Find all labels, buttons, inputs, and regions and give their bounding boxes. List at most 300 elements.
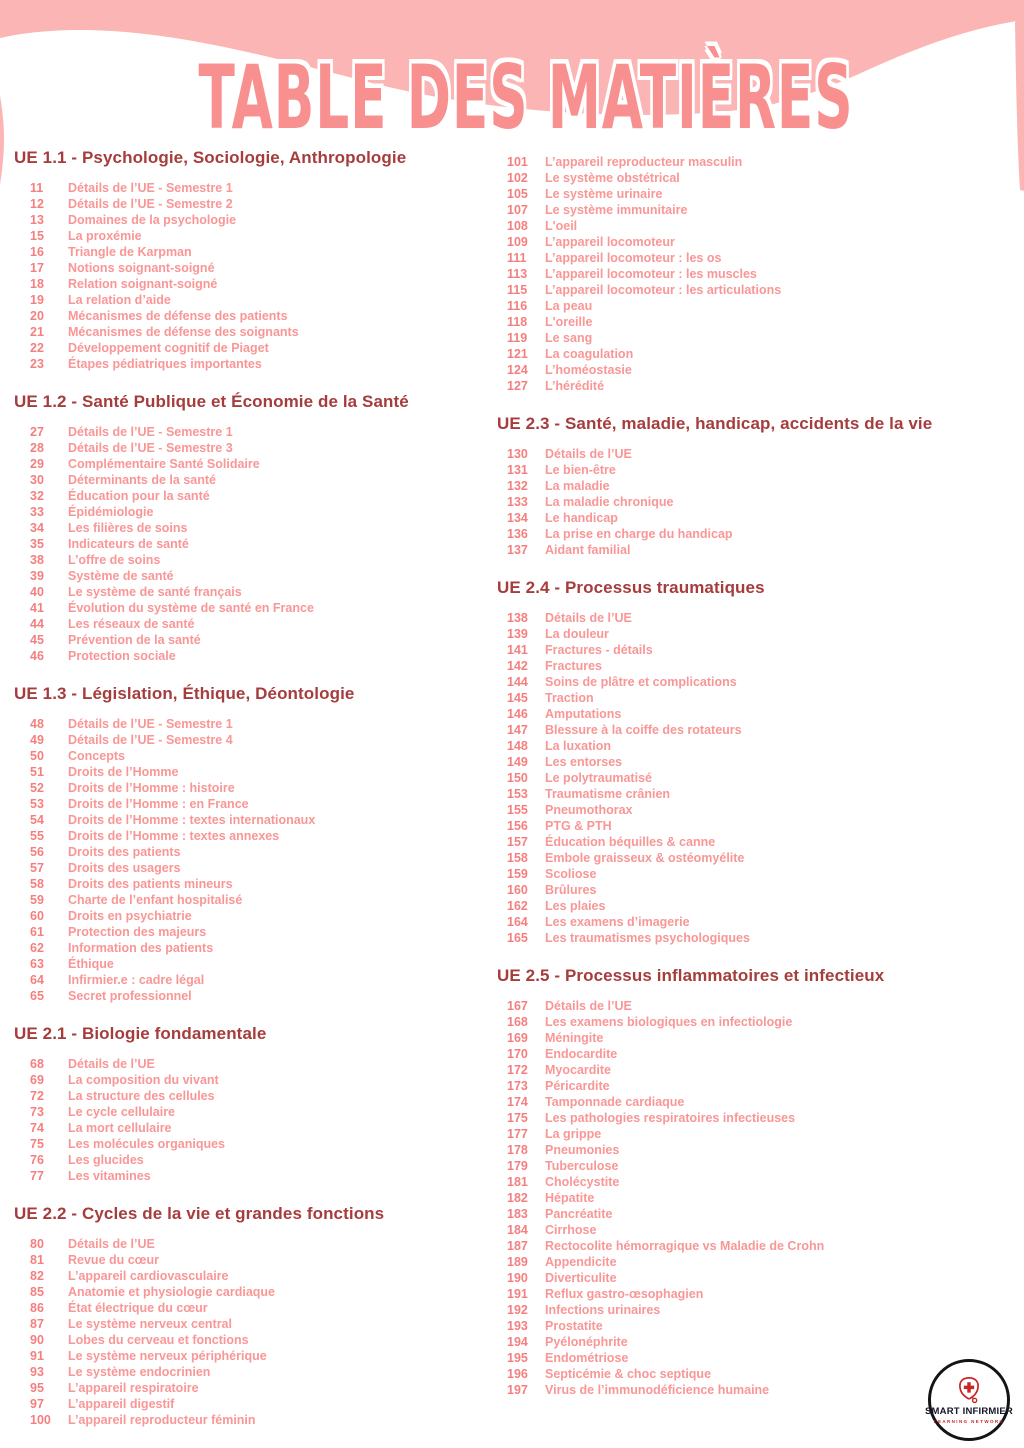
toc-entry[interactable] — [507, 462, 1019, 478]
entry-title: Les réseaux de santé — [68, 617, 195, 631]
toc-entry[interactable] — [30, 648, 486, 664]
toc-entry[interactable] — [30, 212, 486, 228]
toc-entry[interactable] — [507, 642, 1019, 658]
toc-entry[interactable] — [507, 770, 1019, 786]
toc-entry[interactable] — [30, 1152, 486, 1168]
entry-title: Scoliose — [545, 867, 597, 881]
entry-title: L’appareil reproducteur féminin — [68, 1413, 256, 1427]
entry-title: Les examens d’imagerie — [545, 915, 690, 929]
entry-title: Détails de l’UE - Semestre 4 — [68, 733, 233, 747]
entry-title: Le système urinaire — [545, 187, 663, 201]
entry-page-number: 85 — [30, 1285, 44, 1299]
toc-entry[interactable] — [30, 1104, 486, 1120]
toc-entry[interactable] — [30, 488, 486, 504]
toc-entry[interactable] — [507, 1206, 1019, 1222]
entry-title: Infirmier.e : cadre légal — [68, 973, 205, 987]
entry-page-number: 63 — [30, 957, 44, 971]
entry-page-number: 45 — [30, 633, 44, 647]
toc-entry[interactable] — [507, 1334, 1019, 1350]
entry-page-number: 64 — [30, 973, 44, 987]
entry-page-number: 62 — [30, 941, 44, 955]
toc-entry[interactable] — [507, 850, 1019, 866]
entry-title: L'oeil — [545, 219, 578, 233]
entry-page-number: 39 — [30, 569, 44, 583]
toc-entry[interactable] — [30, 472, 486, 488]
entry-page-number: 86 — [30, 1301, 44, 1315]
entry-title: L'oreille — [545, 315, 593, 329]
toc-entry[interactable] — [507, 542, 1019, 558]
entry-title: Fractures - détails — [545, 643, 653, 657]
entry-page-number: 121 — [507, 347, 528, 361]
entry-title: Reflux gastro-œsophagien — [545, 1287, 704, 1301]
toc-entry[interactable] — [507, 738, 1019, 754]
entry-title: Méningite — [545, 1031, 604, 1045]
toc-entry[interactable] — [507, 1014, 1019, 1030]
entry-page-number: 183 — [507, 1207, 528, 1221]
toc-entry[interactable] — [30, 536, 486, 552]
toc-entry[interactable] — [507, 802, 1019, 818]
toc-entry[interactable] — [507, 834, 1019, 850]
entry-page-number: 54 — [30, 813, 44, 827]
entry-title: Les plaies — [545, 899, 606, 913]
toc-entry[interactable] — [507, 722, 1019, 738]
entry-page-number: 150 — [507, 771, 528, 785]
entry-title: Droits de l’Homme — [68, 765, 179, 779]
toc-entry[interactable] — [507, 282, 1019, 298]
toc-entry[interactable] — [507, 494, 1019, 510]
toc-entry[interactable] — [507, 1318, 1019, 1334]
toc-entry[interactable] — [30, 844, 486, 860]
brand-tagline: LEARNING NETWORK — [933, 1419, 1005, 1424]
entry-title: Le handicap — [545, 511, 618, 525]
toc-entry[interactable] — [507, 1238, 1019, 1254]
toc-entry[interactable] — [507, 866, 1019, 882]
entry-page-number: 174 — [507, 1095, 528, 1109]
entry-title: Le système nerveux périphérique — [68, 1349, 267, 1363]
toc-entry[interactable] — [507, 446, 1019, 462]
toc-entry[interactable] — [507, 378, 1019, 394]
toc-entry[interactable] — [507, 706, 1019, 722]
toc-entry[interactable] — [30, 616, 486, 632]
toc-entry[interactable] — [507, 298, 1019, 314]
toc-entry[interactable] — [507, 362, 1019, 378]
toc-entry[interactable] — [30, 876, 486, 892]
toc-entry[interactable] — [30, 1236, 486, 1252]
entry-title: Détails de l’UE - Semestre 3 — [68, 441, 233, 455]
entry-title: Le système obstétrical — [545, 171, 680, 185]
entry-page-number: 131 — [507, 463, 528, 477]
entry-title: Éducation béquilles & canne — [545, 835, 716, 849]
entry-page-number: 155 — [507, 803, 528, 817]
toc-entry[interactable] — [30, 260, 486, 276]
entry-page-number: 73 — [30, 1105, 44, 1119]
entry-page-number: 197 — [507, 1383, 528, 1397]
entry-page-number: 87 — [30, 1317, 44, 1331]
toc-entry[interactable] — [30, 924, 486, 940]
entry-page-number: 28 — [30, 441, 44, 455]
toc-entry[interactable] — [507, 1270, 1019, 1286]
toc-entry[interactable] — [30, 1072, 486, 1088]
entry-title: Le système de santé français — [68, 585, 242, 599]
toc-entry[interactable] — [30, 1380, 486, 1396]
toc-entry[interactable] — [30, 940, 486, 956]
entry-title: Pancréatite — [545, 1207, 613, 1221]
entry-page-number: 17 — [30, 261, 44, 275]
toc-entry[interactable] — [30, 732, 486, 748]
entry-title: Détails de l’UE — [545, 999, 632, 1013]
toc-entry[interactable] — [30, 1348, 486, 1364]
toc-entry[interactable] — [30, 1332, 486, 1348]
toc-entry[interactable] — [30, 504, 486, 520]
toc-entry[interactable] — [30, 748, 486, 764]
entry-title: Détails de l’UE - Semestre 2 — [68, 197, 233, 211]
entry-title: La structure des cellules — [68, 1089, 215, 1103]
toc-entry[interactable] — [30, 1252, 486, 1268]
entry-page-number: 146 — [507, 707, 528, 721]
entry-title: Endométriose — [545, 1351, 629, 1365]
toc-entry[interactable] — [30, 456, 486, 472]
entry-title: Diverticulite — [545, 1271, 617, 1285]
toc-entry[interactable] — [30, 356, 486, 372]
entry-page-number: 184 — [507, 1223, 528, 1237]
toc-entry[interactable] — [30, 812, 486, 828]
toc-entry[interactable] — [30, 860, 486, 876]
toc-entry[interactable] — [507, 1110, 1019, 1126]
entry-page-number: 21 — [30, 325, 44, 339]
entry-title: Pneumothorax — [545, 803, 633, 817]
toc-entry[interactable] — [507, 1174, 1019, 1190]
entry-page-number: 13 — [30, 213, 44, 227]
entry-title: La peau — [545, 299, 593, 313]
entry-page-number: 187 — [507, 1239, 528, 1253]
entry-page-number: 153 — [507, 787, 528, 801]
toc-entry[interactable] — [507, 234, 1019, 250]
entry-title: La prise en charge du handicap — [545, 527, 733, 541]
toc-entry[interactable] — [507, 1126, 1019, 1142]
toc-entry[interactable] — [507, 1286, 1019, 1302]
entry-title: Droits de l’Homme : textes annexes — [68, 829, 280, 843]
entry-page-number: 48 — [30, 717, 44, 731]
entry-page-number: 130 — [507, 447, 528, 461]
toc-entry[interactable] — [30, 632, 486, 648]
toc-entry[interactable] — [30, 600, 486, 616]
entry-title: Le système nerveux central — [68, 1317, 232, 1331]
toc-entry[interactable] — [507, 882, 1019, 898]
toc-entry[interactable] — [507, 786, 1019, 802]
entry-page-number: 90 — [30, 1333, 44, 1347]
entry-title: Détails de l’UE — [68, 1237, 155, 1251]
toc-entry[interactable] — [507, 1094, 1019, 1110]
entry-title: Droits en psychiatrie — [68, 909, 192, 923]
entry-page-number: 194 — [507, 1335, 528, 1349]
toc-entry[interactable] — [30, 1136, 486, 1152]
toc-entry[interactable] — [30, 244, 486, 260]
entry-title: Les filières de soins — [68, 521, 188, 535]
entry-page-number: 107 — [507, 203, 528, 217]
toc-entry[interactable] — [507, 250, 1019, 266]
toc-entry[interactable] — [30, 228, 486, 244]
entry-page-number: 74 — [30, 1121, 44, 1135]
entry-title: Mécanismes de défense des patients — [68, 309, 288, 323]
entry-page-number: 44 — [30, 617, 44, 631]
section-heading: UE 1.3 - Législation, Éthique, Déontologie — [14, 684, 355, 703]
entry-page-number: 97 — [30, 1397, 44, 1411]
entry-title: L’appareil cardiovasculaire — [68, 1269, 229, 1283]
entry-title: Revue du cœur — [68, 1253, 159, 1267]
entry-page-number: 192 — [507, 1303, 528, 1317]
entry-title: Droits de l’Homme : histoire — [68, 781, 235, 795]
entry-page-number: 156 — [507, 819, 528, 833]
toc-entry[interactable] — [507, 314, 1019, 330]
entry-title: Droits de l’Homme : en France — [68, 797, 249, 811]
entry-page-number: 141 — [507, 643, 528, 657]
entry-page-number: 162 — [507, 899, 528, 913]
toc-entry[interactable] — [507, 1222, 1019, 1238]
toc-entry[interactable] — [30, 1268, 486, 1284]
entry-title: Endocardite — [545, 1047, 618, 1061]
entry-page-number: 124 — [507, 363, 528, 377]
entry-page-number: 32 — [30, 489, 44, 503]
toc-entry[interactable] — [507, 930, 1019, 946]
section-heading: UE 2.1 - Biologie fondamentale — [14, 1024, 267, 1043]
toc-entry[interactable] — [30, 908, 486, 924]
toc-entry[interactable] — [507, 898, 1019, 914]
toc-entry[interactable] — [507, 998, 1019, 1014]
entry-page-number: 142 — [507, 659, 528, 673]
entry-title: Charte de l’enfant hospitalisé — [68, 893, 243, 907]
entry-page-number: 60 — [30, 909, 44, 923]
toc-entry[interactable] — [30, 1300, 486, 1316]
entry-page-number: 12 — [30, 197, 44, 211]
toc-entry[interactable] — [30, 440, 486, 456]
entry-title: L’offre de soins — [68, 553, 161, 567]
entry-title: L’appareil locomoteur : les muscles — [545, 267, 757, 281]
entry-title: Le bien-être — [545, 463, 616, 477]
entry-page-number: 127 — [507, 379, 528, 393]
toc-entries — [497, 154, 1019, 394]
toc-entry[interactable] — [507, 1030, 1019, 1046]
entry-page-number: 102 — [507, 171, 528, 185]
entry-page-number: 157 — [507, 835, 528, 849]
entry-title: Épidémiologie — [68, 505, 154, 519]
toc-entry[interactable] — [507, 170, 1019, 186]
toc-entry[interactable] — [30, 1168, 486, 1184]
toc-entry[interactable] — [507, 754, 1019, 770]
toc-entry[interactable] — [30, 1088, 486, 1104]
toc-entry[interactable] — [30, 292, 486, 308]
entry-title: L’appareil locomoteur : les articulations — [545, 283, 782, 297]
toc-entry[interactable] — [30, 424, 486, 440]
toc-entries — [497, 446, 1019, 558]
entry-title: L’hérédité — [545, 379, 605, 393]
toc-entry[interactable] — [507, 818, 1019, 834]
entry-page-number: 145 — [507, 691, 528, 705]
toc-entry[interactable] — [507, 626, 1019, 642]
entry-title: Pyélonéphrite — [545, 1335, 628, 1349]
toc-entry[interactable] — [507, 346, 1019, 362]
toc-entry[interactable] — [30, 1120, 486, 1136]
entry-title: Triangle de Karpman — [68, 245, 192, 259]
toc-entry[interactable] — [507, 674, 1019, 690]
entry-title: Étapes pédiatriques importantes — [68, 357, 262, 371]
entry-page-number: 69 — [30, 1073, 44, 1087]
entry-page-number: 138 — [507, 611, 528, 625]
toc-entries — [14, 1056, 486, 1184]
toc-entry[interactable] — [30, 520, 486, 536]
toc-entry[interactable] — [507, 1078, 1019, 1094]
toc-entry[interactable] — [30, 828, 486, 844]
entry-page-number: 68 — [30, 1057, 44, 1071]
toc-entry[interactable] — [507, 266, 1019, 282]
entry-page-number: 181 — [507, 1175, 528, 1189]
entry-page-number: 118 — [507, 315, 528, 329]
entry-page-number: 196 — [507, 1367, 528, 1381]
entry-title: Détails de l’UE - Semestre 1 — [68, 181, 233, 195]
entry-title: La composition du vivant — [68, 1073, 219, 1087]
toc-entry[interactable] — [507, 526, 1019, 542]
toc-entry[interactable] — [507, 1190, 1019, 1206]
entry-page-number: 61 — [30, 925, 44, 939]
section-heading: UE 2.4 - Processus traumatiques — [497, 578, 765, 597]
entry-title: La relation d’aide — [68, 293, 171, 307]
toc-entries — [14, 1236, 486, 1428]
entry-title: Éthique — [68, 957, 114, 971]
toc-entry[interactable] — [30, 1364, 486, 1380]
entry-page-number: 100 — [30, 1413, 51, 1427]
entry-page-number: 46 — [30, 649, 44, 663]
toc-entry[interactable] — [507, 610, 1019, 626]
section-heading: UE 2.2 - Cycles de la vie et grandes fonctions — [14, 1204, 385, 1223]
toc-entry[interactable] — [30, 1316, 486, 1332]
toc-entry[interactable] — [30, 1284, 486, 1300]
toc-entry[interactable] — [507, 218, 1019, 234]
entry-page-number: 101 — [507, 155, 528, 169]
entry-title: Tamponnade cardiaque — [545, 1095, 685, 1109]
entry-page-number: 75 — [30, 1137, 44, 1151]
entry-title: Prévention de la santé — [68, 633, 201, 647]
entry-title: La coagulation — [545, 347, 634, 361]
entry-title: Information des patients — [68, 941, 214, 955]
toc-entry[interactable] — [507, 1350, 1019, 1366]
entry-title: Domaines de la psychologie — [68, 213, 237, 227]
toc-entry[interactable] — [507, 658, 1019, 674]
entry-page-number: 30 — [30, 473, 44, 487]
entry-title: Le cycle cellulaire — [68, 1105, 176, 1119]
entry-page-number: 119 — [507, 331, 528, 345]
entry-page-number: 49 — [30, 733, 44, 747]
entry-title: La maladie chronique — [545, 495, 674, 509]
entry-page-number: 111 — [507, 251, 527, 265]
entry-page-number: 116 — [507, 299, 528, 313]
toc-entry[interactable] — [507, 202, 1019, 218]
entry-title: Secret professionnel — [68, 989, 192, 1003]
page-title: TABLE DES MATIÈRES — [198, 45, 854, 150]
toc-entry[interactable] — [30, 196, 486, 212]
toc-entry[interactable] — [507, 1254, 1019, 1270]
entry-title: La grippe — [545, 1127, 602, 1141]
toc-entry[interactable] — [30, 796, 486, 812]
toc-entry[interactable] — [507, 1062, 1019, 1078]
toc-entry[interactable] — [507, 690, 1019, 706]
entry-page-number: 195 — [507, 1351, 528, 1365]
entry-title: Droits de l’Homme : textes internationaux — [68, 813, 316, 827]
toc-entry[interactable] — [30, 308, 486, 324]
toc-entry[interactable] — [30, 956, 486, 972]
toc-entry[interactable] — [30, 180, 486, 196]
entry-title: L’homéostasie — [545, 363, 632, 377]
toc-entry[interactable] — [30, 892, 486, 908]
entry-page-number: 137 — [507, 543, 528, 557]
toc-entry[interactable] — [507, 1158, 1019, 1174]
entry-page-number: 18 — [30, 277, 44, 291]
brand-logo — [925, 1359, 1013, 1441]
entry-page-number: 172 — [507, 1063, 528, 1077]
toc-entry[interactable] — [507, 1142, 1019, 1158]
entry-title: Détails de l’UE - Semestre 1 — [68, 425, 233, 439]
toc-column-left — [14, 148, 486, 1428]
toc-entry[interactable] — [30, 1412, 486, 1428]
toc-entry[interactable] — [30, 764, 486, 780]
entry-page-number: 149 — [507, 755, 528, 769]
entry-title: Éducation pour la santé — [68, 489, 210, 503]
toc-entry[interactable] — [30, 780, 486, 796]
entry-title: Brûlures — [545, 883, 597, 897]
entry-title: Cirrhose — [545, 1223, 597, 1237]
toc-entry[interactable] — [507, 1302, 1019, 1318]
toc-entry[interactable] — [30, 276, 486, 292]
entry-page-number: 52 — [30, 781, 44, 795]
brand-name: SMART INFIRMIER — [925, 1406, 1013, 1417]
entry-page-number: 169 — [507, 1031, 528, 1045]
toc-entry[interactable] — [30, 324, 486, 340]
entry-title: L’appareil digestif — [68, 1397, 175, 1411]
toc-entry[interactable] — [30, 552, 486, 568]
toc-entry[interactable] — [507, 186, 1019, 202]
toc-entry[interactable] — [30, 1396, 486, 1412]
toc-entries — [14, 424, 486, 664]
entry-page-number: 134 — [507, 511, 528, 525]
entry-page-number: 182 — [507, 1191, 528, 1205]
entry-page-number: 158 — [507, 851, 528, 865]
toc-entry[interactable] — [30, 1056, 486, 1072]
toc-entry[interactable] — [507, 510, 1019, 526]
entry-page-number: 59 — [30, 893, 44, 907]
toc-entry[interactable] — [30, 584, 486, 600]
entry-title: Concepts — [68, 749, 125, 763]
toc-entries — [497, 610, 1019, 946]
stethoscope-shield-icon — [956, 1376, 982, 1404]
toc-entry[interactable] — [507, 330, 1019, 346]
toc-entries — [14, 716, 486, 1004]
toc-entry[interactable] — [30, 568, 486, 584]
toc-entry[interactable] — [507, 478, 1019, 494]
toc-entry[interactable] — [507, 154, 1019, 170]
toc-entry[interactable] — [507, 1046, 1019, 1062]
entry-title: Détails de l’UE — [545, 611, 632, 625]
entry-title: Le polytraumatisé — [545, 771, 652, 785]
toc-entry[interactable] — [30, 716, 486, 732]
entry-page-number: 72 — [30, 1089, 44, 1103]
toc-entry[interactable] — [30, 340, 486, 356]
entry-page-number: 159 — [507, 867, 528, 881]
entry-page-number: 76 — [30, 1153, 44, 1167]
toc-entry[interactable] — [30, 988, 486, 1004]
entry-title: L’appareil reproducteur masculin — [545, 155, 743, 169]
entry-title: Cholécystite — [545, 1175, 620, 1189]
toc-entry[interactable] — [507, 914, 1019, 930]
toc-entry[interactable] — [30, 972, 486, 988]
entry-page-number: 20 — [30, 309, 44, 323]
